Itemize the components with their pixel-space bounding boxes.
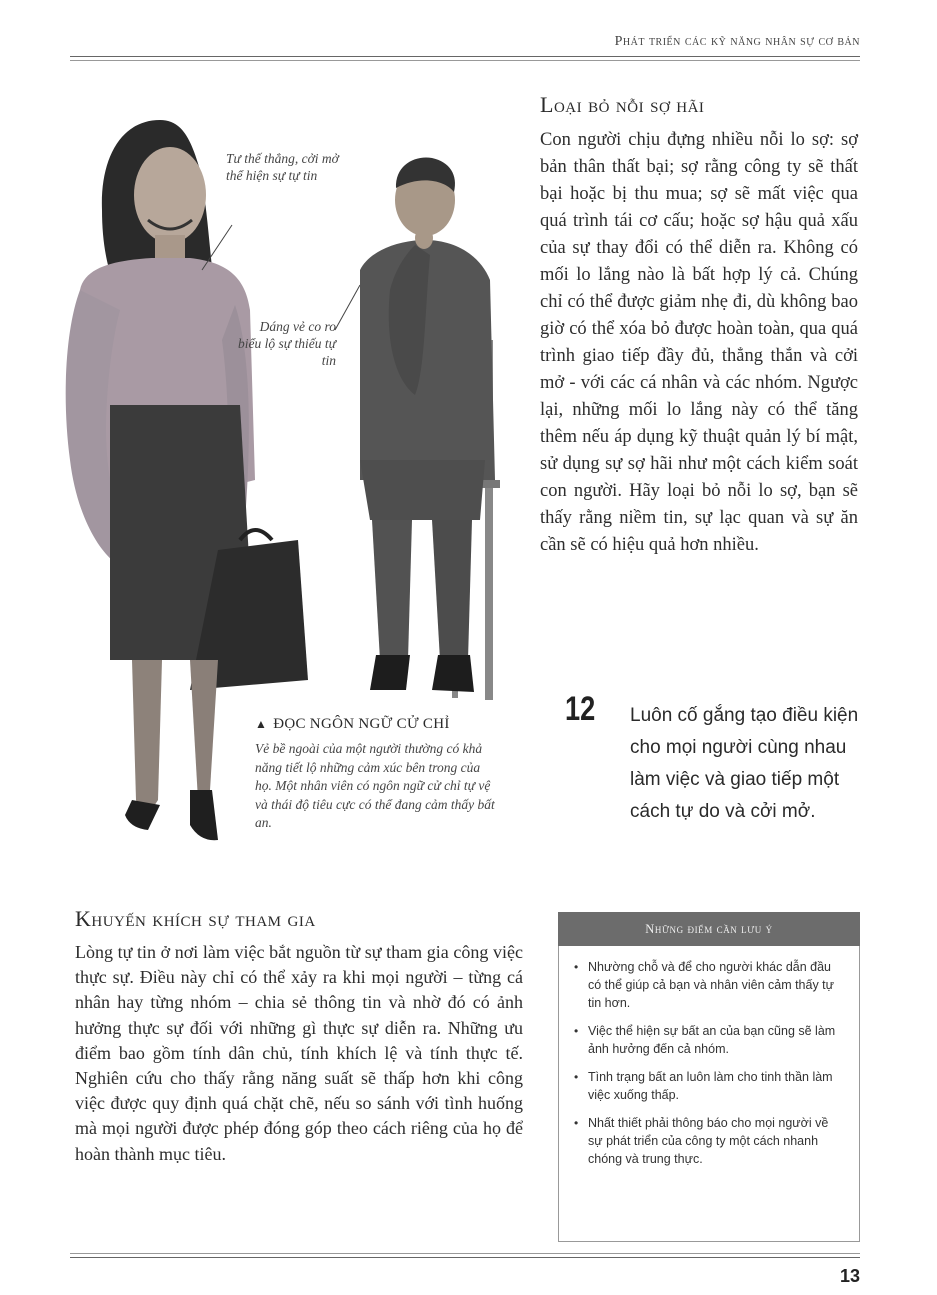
list-item bbox=[572, 1114, 844, 1168]
header-rule bbox=[70, 56, 860, 57]
list-item bbox=[572, 1022, 844, 1058]
header-rule bbox=[70, 60, 860, 61]
encourage-body-text: Lòng tự tin ở nơi làm việc bắt nguồn từ sự tham gia công việc thực sự. Điều này chỉ có thể xảy ra khi mọi người – từng cá nhân hay từng nhóm – chia sẻ thông tin và nhờ đó có ảnh hưởng thực sự đối với những gì thực sự diễn ra. Những ưu điểm bao gồm tính dân chủ, tính khích lệ và tính thực tế. Nghiên cứu cho thấy rằng năng suất sẽ thấp hơn khi công việc được quy định quá chặt chẽ, nếu so sánh với tình huống mà mọi người được phép đóng góp theo cách riêng của họ để hoàn thành mục tiêu. bbox=[75, 942, 523, 1164]
list-item-text: Nhường chỗ và để cho người khác dẫn đầu có thể giúp cả bạn và nhân viên cảm thấy tự tin hơn. bbox=[588, 960, 835, 1010]
fear-body-text: Con người chịu đựng nhiều nỗi lo sợ: sợ bản thân thất bại; sợ rằng công ty sẽ thất bại hoặc bị thu mua; sợ sẽ mất việc qua quá trình tái cơ cấu; hoặc sợ hậu quả xấu của sự thay đổi có thể diễn ra. Không có mối lo lắng nào là bất hợp lý cả. Chúng chỉ có thể được giảm nhẹ đi, dù không bao giờ có thể xóa bỏ được hoàn toàn, qua quá trình giao tiếp đầy đủ, thẳng thắn và cởi mở - với các cá nhân và các nhóm. Ngược lại, những mối lo lắng này có thể tăng thêm nếu áp dụng kỹ thuật quản lý bí mật, sử dụng sự sợ hãi như một cách kiểm soát con người. Hãy loại bỏ nỗi lo sợ, bạn sẽ thấy rằng niềm tin, sự lạc quan và sự ăn cần sẽ có hiệu quả hơn nhiều. bbox=[540, 130, 858, 555]
bullet-icon: • bbox=[574, 1024, 579, 1038]
page-number: 13 bbox=[839, 1266, 860, 1286]
figure-caption-title-text: ĐỌC NGÔN NGỮ CỬ CHỈ bbox=[273, 716, 450, 732]
annotation-insecure-posture: Dáng vẻ co ro biểu lộ sự thiếu tự tin bbox=[238, 319, 336, 368]
list-item-text: Việc thể hiện sự bất an của bạn cũng sẽ làm ảnh hưởng đến cả nhóm. bbox=[588, 1024, 836, 1056]
bullet-icon: • bbox=[574, 960, 579, 974]
footer-rule bbox=[70, 1257, 860, 1258]
notes-box-title: Những điểm cần lưu ý bbox=[558, 912, 860, 946]
figure-caption-body: Vẻ bề ngoài của một người thường có khả năng tiết lộ những cảm xúc bên trong của họ. Một nhân viên có ngôn ngữ cử chỉ tự vệ và thái độ tiêu cực có thể đang cảm thấy bất an. bbox=[255, 741, 495, 830]
annotation-confident-posture: Tư thế thẳng, cởi mở thể hiện sự tự tin bbox=[226, 151, 339, 183]
list-item bbox=[572, 958, 844, 1012]
list-item-text: Tình trạng bất an luôn làm cho tinh thần làm việc xuống thấp. bbox=[588, 1070, 833, 1102]
notes-list bbox=[572, 958, 844, 1178]
bullet-icon: • bbox=[574, 1070, 579, 1084]
running-head: Phát triển các kỹ năng nhân sự cơ bản bbox=[614, 34, 860, 49]
bullet-icon: • bbox=[574, 1116, 579, 1130]
section-heading-fear: Loại bỏ nỗi sợ hãi bbox=[540, 92, 705, 117]
section-heading-encourage: Khuyến khích sự tham gia bbox=[75, 906, 316, 931]
list-item-text: Nhất thiết phải thông báo cho mọi người về sự phát triển của công ty một cách nhanh chóng và trung thực. bbox=[588, 1116, 829, 1166]
tip-number: 12 bbox=[565, 690, 596, 728]
footer-rule bbox=[70, 1253, 860, 1254]
list-item bbox=[572, 1068, 844, 1104]
tip-text: Luôn cố gắng tạo điều kiện cho mọi người cùng nhau làm việc và giao tiếp một cách tự do và cởi mở. bbox=[630, 705, 859, 822]
figure-caption-title bbox=[255, 716, 450, 733]
triangle-icon: ▲ bbox=[255, 717, 268, 731]
